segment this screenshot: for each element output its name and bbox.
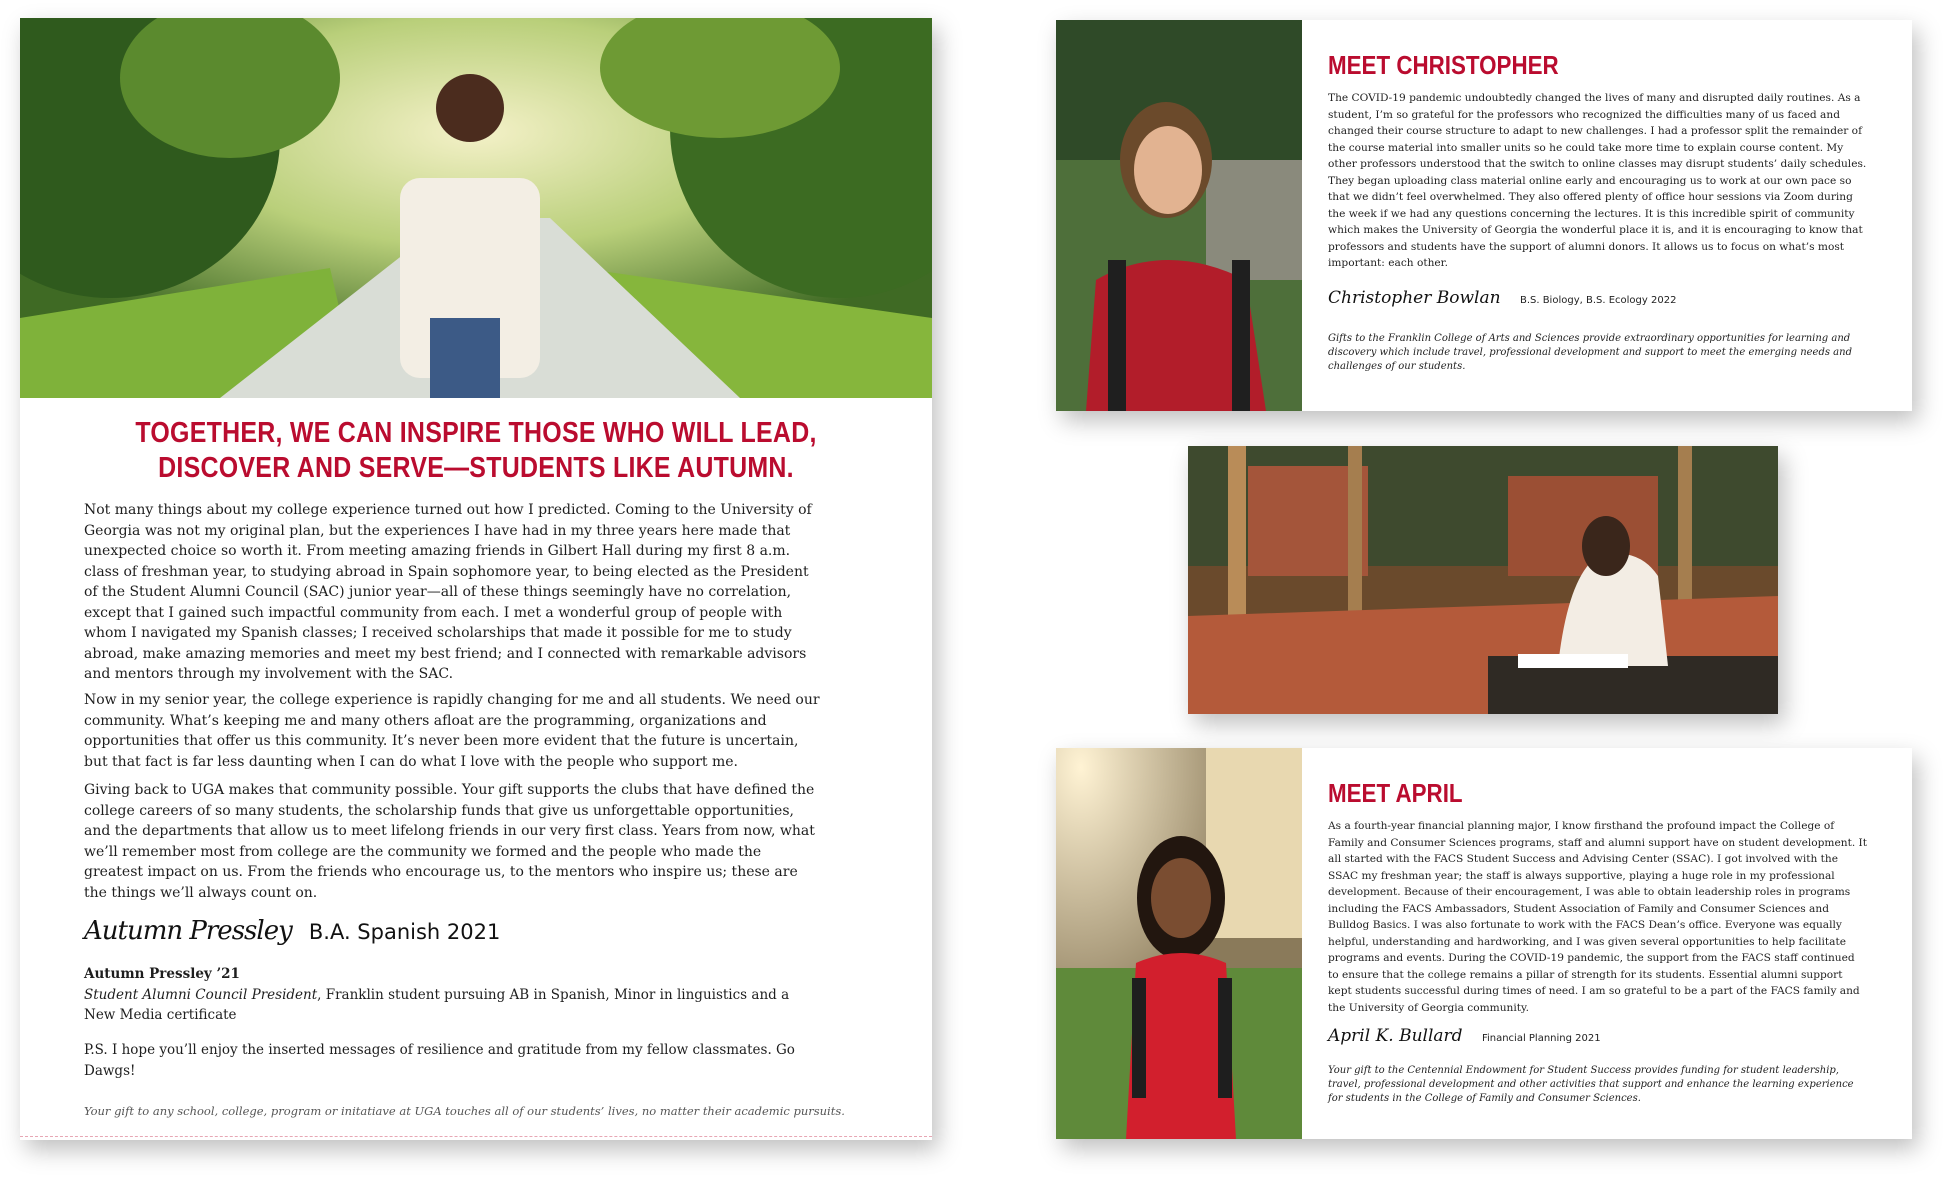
author-description [84, 985, 824, 1026]
author-desc: , Franklin student pursuing AB in Spanish, Minor in linguistics and a New Media certificate [84, 986, 790, 1023]
letter-paragraph-2: Now in my senior year, the college experience is rapidly changing for me and all students. We need our community. What’s keeping me and many others afloat are the programming, organizations and opportunities that offer us this community. It’s never been more evident that the future is uncertain, but that fact is far less daunting when I can do what I love with the people who support me. [84, 692, 820, 770]
april-title: MEET APRIL [1328, 778, 1463, 808]
divider [20, 1136, 932, 1137]
christopher-photo [1056, 20, 1302, 411]
christopher-gift-note: Gifts to the Franklin College of Arts and Sciences provide extraordinary opportunities for learning and discovery which include travel, professional development and support to meet the emerging needs and challenges of our students. [1328, 333, 1852, 372]
signature-script: Christopher Bowlan [1328, 288, 1501, 308]
april-gift-note: Your gift to the Centennial Endowment for Student Success provides funding for student leadership, travel, professional development and other activities that support and enhance the learning experience for students in the College of Family and Consumer Sciences. [1328, 1065, 1854, 1104]
signature-script: April K. Bullard [1328, 1026, 1463, 1046]
postscript: P.S. I hope you’ll enjoy the inserted messages of resilience and gratitude from my fellow classmates. Go Dawgs! [84, 1042, 795, 1079]
letter-page [20, 18, 932, 1140]
author-name: Autumn Pressley ’21 [84, 966, 240, 982]
letter-headline [84, 416, 868, 486]
april-card [1056, 748, 1912, 1139]
april-body: As a fourth-year financial planning major, I know firsthand the profound impact the College of Family and Consumer Sciences programs, staff and alumni support have on student development. It all started with the FACS Student Success and Advising Center (SSAC). I got involved with the SSAC my freshman year; the staff is always supportive, playing a huge role in my professional development. Because of their encouragement, I was able to obtain leadership roles in programs including the FACS Ambassadors, Student Association of Family and Consumer Sciences and Bulldog Basics. I was also fortunate to work with the FACS Dean’s office. Everyone was equally helpful, understanding and hardworking, and I was given several opportunities to help facilitate programs and events. During the COVID-19 pandemic, the support from the FACS staff continued to ensure that the college remains a pillar of strength for its students. Essential alumni support kept students successful during times of need. I am so grateful to be a part of the FACS family and the University of Georgia community. [1328, 820, 1867, 1014]
headline-line-2: DISCOVER AND SERVE—STUDENTS LIKE AUTUMN. [158, 452, 794, 484]
autumn-photo [20, 18, 932, 398]
april-photo [1056, 748, 1302, 1139]
letter-paragraph-3: Giving back to UGA makes that community possible. Your gift supports the clubs that have defined the college careers of so many students, the scholarship funds that give us unforgettable opportunities, and the departments that allow us to meet lifelong friends in our very first class. Years from now, what we’ll remember most from college are the community we formed and the people who made the greatest impact on us. From the friends who encourage us, to the mentors who inspire us; these are the things we’ll always count on. [84, 782, 815, 901]
signature-degree: Financial Planning 2021 [1481, 1033, 1601, 1044]
christopher-title: MEET CHRISTOPHER [1328, 50, 1559, 80]
student-writing-photo [1188, 446, 1778, 714]
letter-paragraph-1: Not many things about my college experience turned out how I predicted. Coming to the University of Georgia was not my original plan, but the experiences I have had in my three years here made that unexpected choice so worth it. From meeting amazing friends in Gilbert Hall during my first 8 a.m. class of freshman year, to studying abroad in Spain sophomore year, to being elected as the President of the Student Alumni Council (SAC) junior year—all of these things seemingly have no correlation, except that I gained such impactful community from each. I met a wonderful group of people with whom I navigated my Spanish classes; I received scholarships that made it possible for me to study abroad, make amazing memories and meet my best friend; and I connected with remarkable advisors and mentors through my involvement with the SAC. [84, 502, 812, 682]
author-role: Student Alumni Council President [84, 986, 318, 1003]
author-block [84, 964, 824, 1026]
signature-degree: B.S. Biology, B.S. Ecology 2022 [1519, 295, 1677, 306]
autumn-signature [84, 916, 500, 946]
headline-line-1: TOGETHER, WE CAN INSPIRE THOSE WHO WILL LEAD, [135, 417, 817, 449]
christopher-body: The COVID-19 pandemic undoubtedly changed the lives of many and disrupted daily routines. As a student, I’m so grateful for the professors who recognized the difficulties many of us faced and changed their course structure to adapt to new challenges. I had a professor split the remainder of the course material into smaller units so he could take more time to explain course content. My other professors understood that the switch to online classes may disrupt students’ daily schedules. They began uploading class material online early and encouraging us to work at our own pace so that we didn’t feel overwhelmed. They also offered plenty of office hour sessions via Zoom during the week if we had any questions concerning the lectures. It is this incredible spirit of community which makes the University of Georgia the wonderful place it is, and it is encouraging to know that professors and students have the support of alumni donors. It allows us to focus on what’s most important: each other. [1328, 92, 1867, 269]
letter-footer-note: Your gift to any school, college, program or initatiave at UGA touches all of our students’ lives, no matter their academic pursuits. [84, 1104, 845, 1118]
signature-degree: B.A. Spanish 2021 [308, 920, 501, 944]
april-signature [1328, 1026, 1601, 1046]
christopher-signature [1328, 288, 1676, 308]
christopher-card [1056, 20, 1912, 411]
signature-script: Autumn Pressley [84, 916, 292, 946]
